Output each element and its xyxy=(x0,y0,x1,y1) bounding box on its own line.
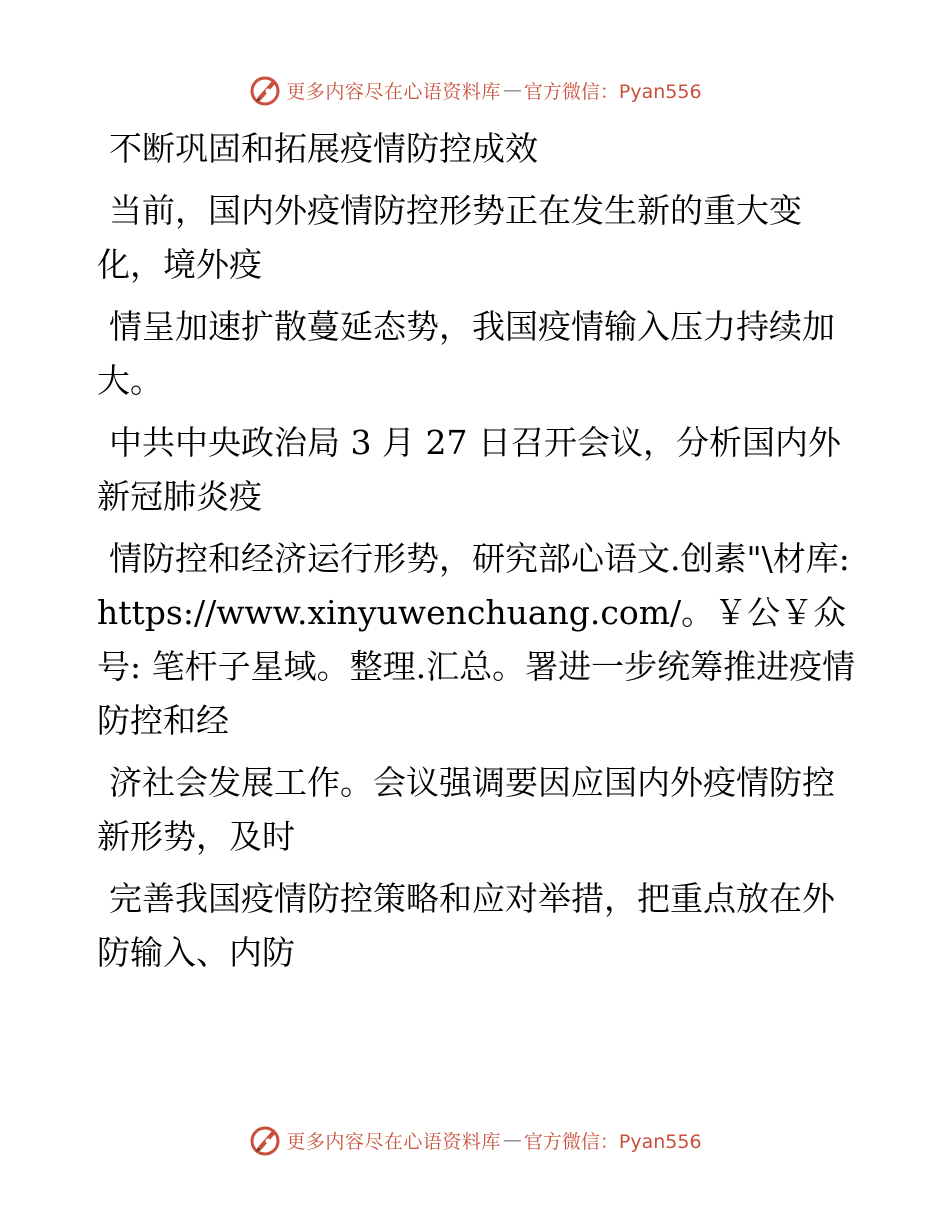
paragraph: 情呈加速扩散蔓延态势，我国疫情输入压力持续加大。 xyxy=(97,307,835,400)
document-title-line: 不断巩固和拓展疫情防控成效 xyxy=(109,129,538,168)
watermark-slogan: 更多内容尽在心语资料库 xyxy=(286,80,501,103)
quill-pen-logo-icon xyxy=(248,73,282,107)
watermark-separator: — xyxy=(502,79,522,101)
watermark-wechat: 官方微信：Pyan556 xyxy=(523,80,702,103)
header-watermark xyxy=(0,70,950,110)
document-body xyxy=(97,122,857,988)
paragraph: 当前，国内外疫情防控形势正在发生新的重大变化，境外疫 xyxy=(97,191,802,284)
watermark-wechat: 官方微信：Pyan556 xyxy=(523,1130,702,1153)
watermark-slogan: 更多内容尽在心语资料库 xyxy=(286,1130,501,1153)
paragraph: 完善我国疫情防控策略和应对举措，把重点放在外防输入、内防 xyxy=(97,879,835,972)
paragraph: 中共中央政治局 3 月 27 日召开会议，分析国内外新冠肺炎疫 xyxy=(97,423,841,516)
paragraph: 情防控和经济运行形势，研究部心语文.创素"\材库: https://www.xinyuwenchuang.com/。￥公￥众号: 笔杆子星域。整理.汇总。署进一步统筹推进疫情防控和经 xyxy=(97,539,856,740)
footer-watermark xyxy=(0,1120,950,1160)
watermark-separator: — xyxy=(502,1129,522,1151)
quill-pen-logo-icon xyxy=(248,1123,282,1157)
paragraph: 济社会发展工作。会议强调要因应国内外疫情防控新形势，及时 xyxy=(97,763,835,856)
